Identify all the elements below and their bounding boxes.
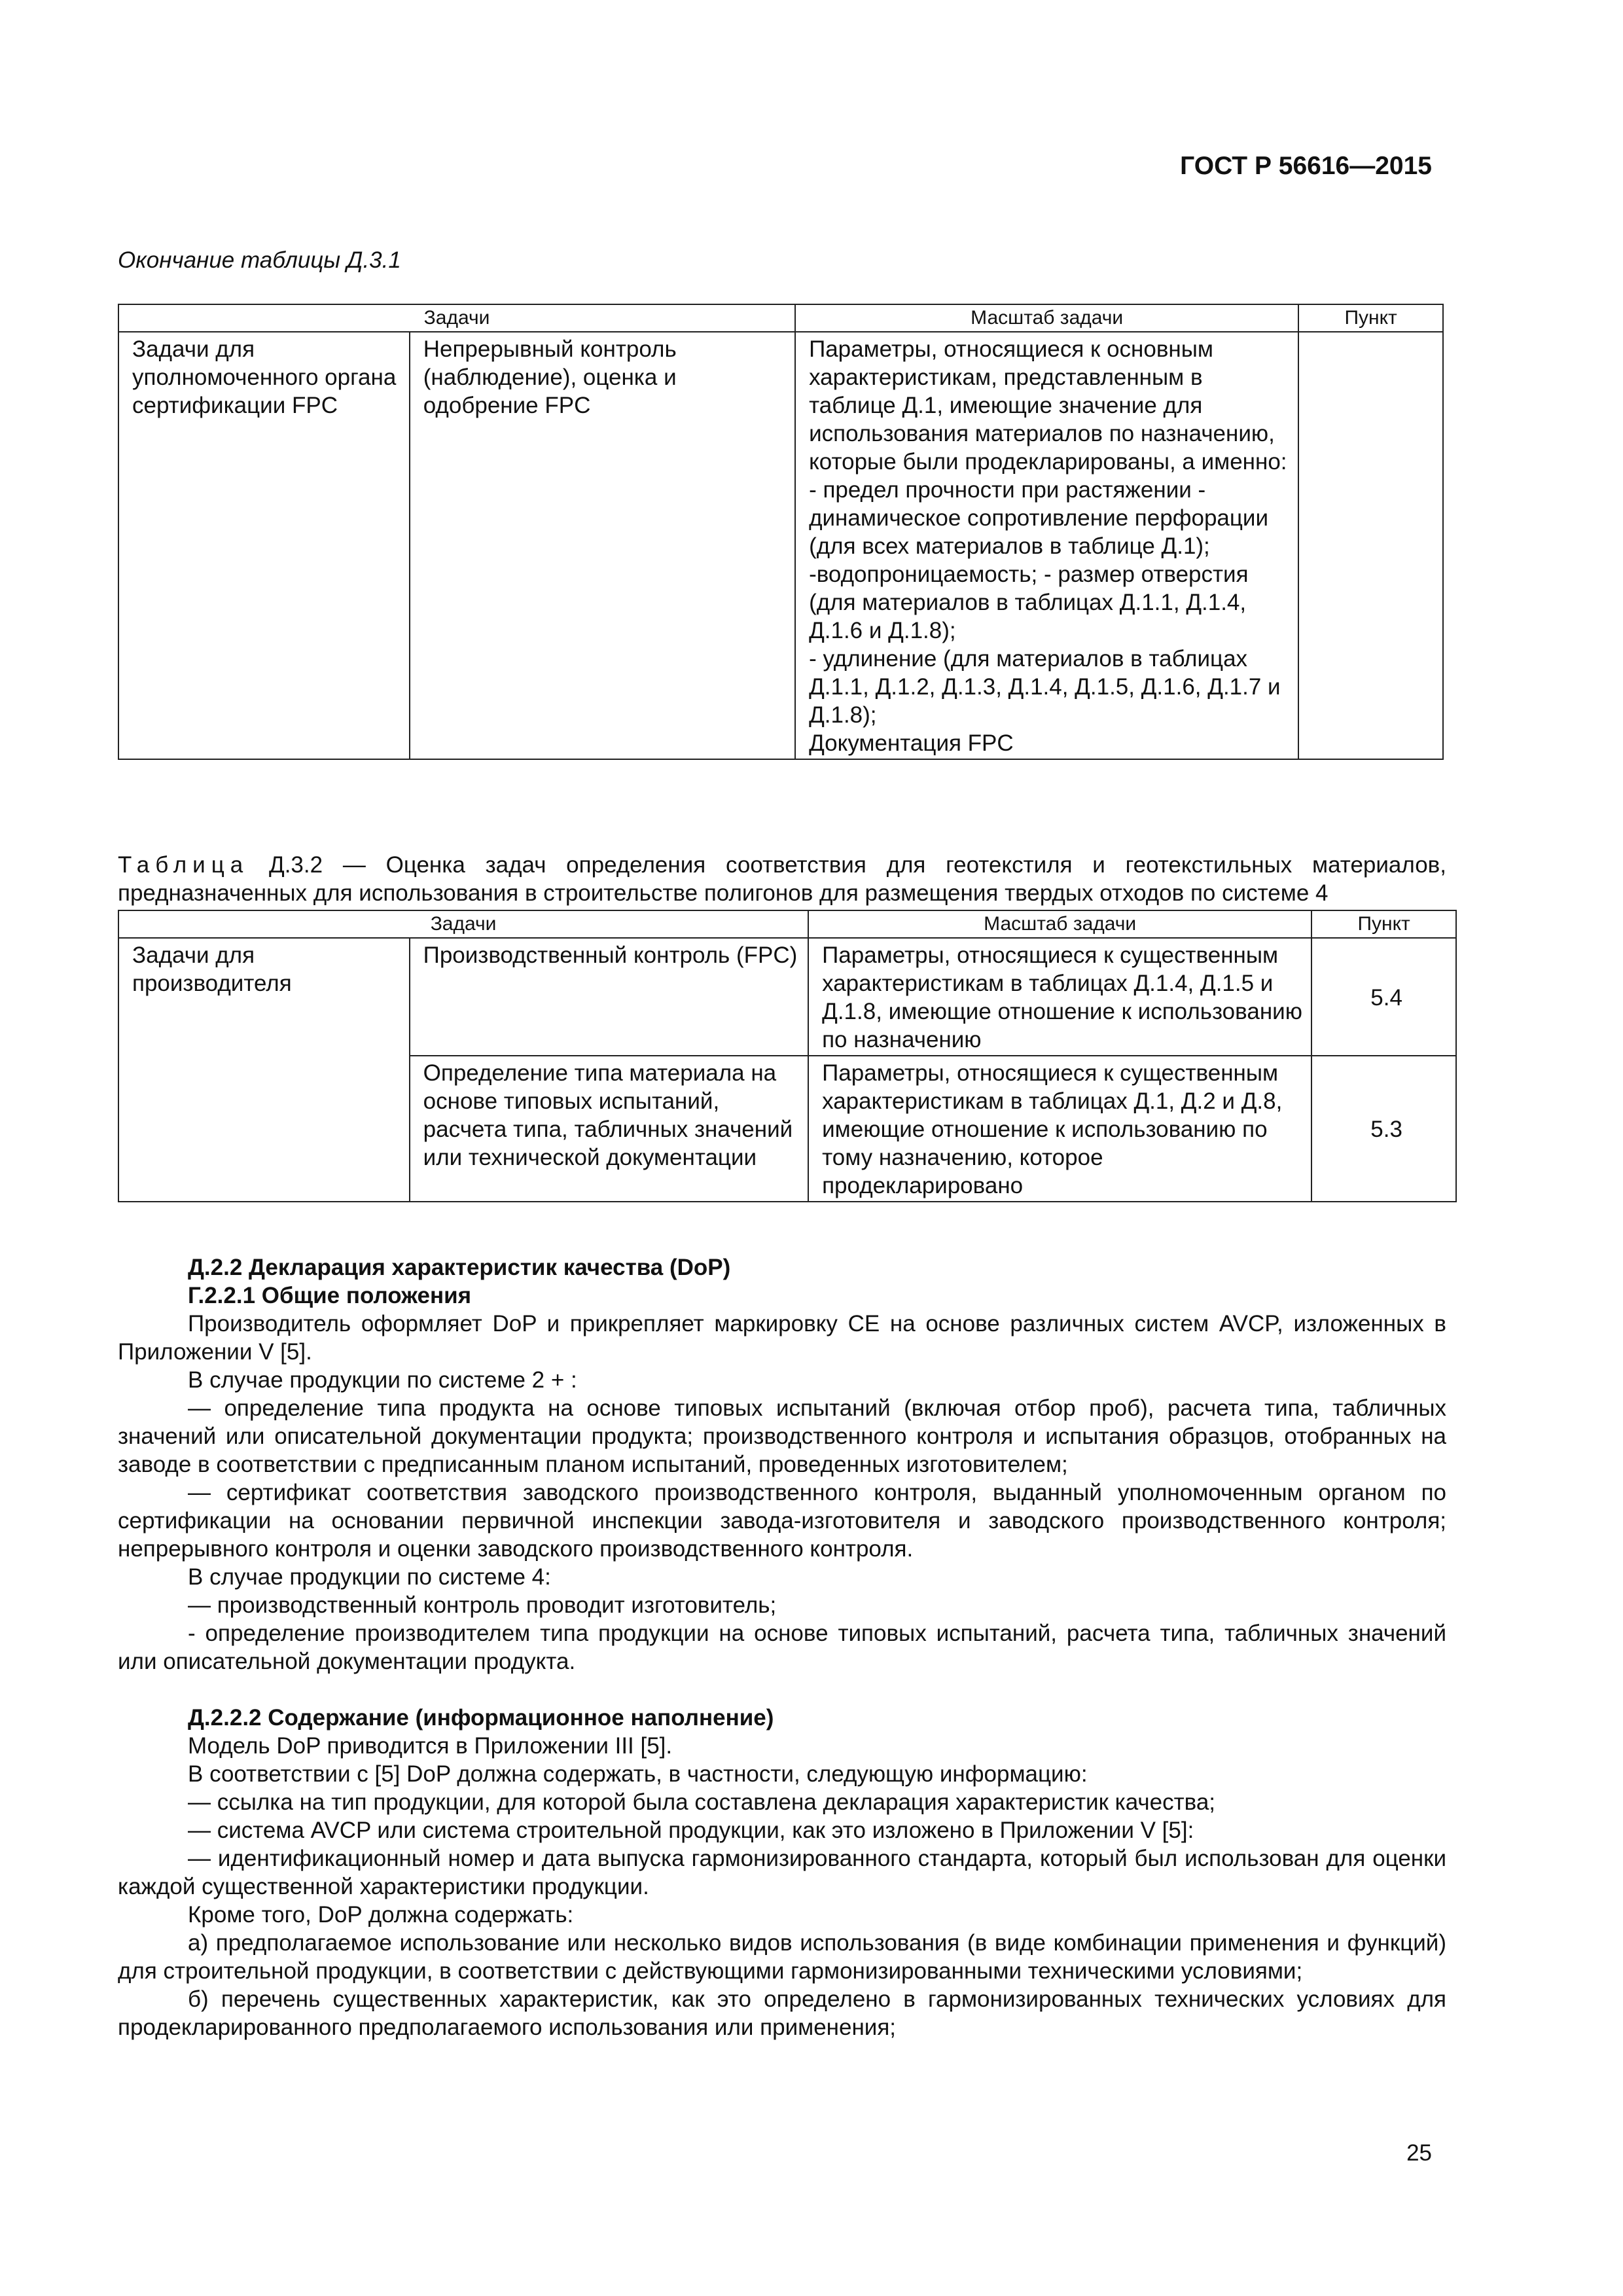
table1-header-tasks: Задачи bbox=[118, 304, 795, 332]
section-heading: Д.2.2 Декларация характеристик качества (DoP) bbox=[188, 1255, 731, 1280]
table1-header-scope: Масштаб задачи bbox=[795, 304, 1298, 332]
table2-cell-scope: Параметры, относящиеся к существенным характеристикам в таблицах Д.1.4, Д.1.5 и Д.1.8, имеющие отношение к использованию по назначению bbox=[808, 938, 1311, 1056]
table-row bbox=[118, 938, 1456, 1056]
table1-scope-line: - предел прочности при растяжении - динамическое сопротивление перфорации (для всех материалов в таблице Д.1); bbox=[809, 477, 1269, 559]
paragraph: В случае продукции по системе 2 + : bbox=[188, 1367, 577, 1393]
table2-cell-clause: 5.3 bbox=[1311, 1056, 1456, 1202]
page-number: 25 bbox=[1406, 2140, 1432, 2166]
paragraph: Кроме того, DoP должна содержать: bbox=[188, 1902, 574, 1928]
table1-header-clause: Пункт bbox=[1298, 304, 1443, 332]
table2-header-clause: Пункт bbox=[1311, 910, 1456, 938]
table-d32 bbox=[118, 910, 1457, 1202]
paragraph: — производственный контроль проводит изготовитель; bbox=[188, 1592, 777, 1618]
table2-header-scope: Масштаб задачи bbox=[808, 910, 1311, 938]
document-code: ГОСТ Р 56616—2015 bbox=[1180, 152, 1432, 180]
table1-scope-line: - удлинение (для материалов в таблицах Д.1.1, Д.1.2, Д.1.3, Д.1.4, Д.1.5, Д.1.6, Д.1.7 и Д.1.8); bbox=[809, 646, 1281, 728]
paragraph: - определение производителем типа продукции на основе типовых испытаний, расчета типа, табличных значений или описательной документации продукта. bbox=[118, 1621, 1446, 1674]
paragraph: Производитель оформляет DoP и прикрепляет маркировку CE на основе различных систем AVCP, изложенных в Приложении V [5]. bbox=[118, 1311, 1446, 1365]
subsection-heading: Д.2.2.2 Содержание (информационное наполнение) bbox=[188, 1705, 774, 1731]
table-d31-end bbox=[118, 304, 1444, 760]
table1-scope-line: -водопроницаемость; - размер отверстия (для материалов в таблицах Д.1.1, Д.1.4, Д.1.6 и Д.1.8); bbox=[809, 562, 1249, 643]
paragraph: В соответствии с [5] DoP должна содержать, в частности, следующую информацию: bbox=[188, 1761, 1088, 1787]
paragraph: — ссылка на тип продукции, для которой была составлена декларация характеристик качества; bbox=[188, 1789, 1216, 1815]
table2-caption-text: Д.3.2 — Оценка задач определения соответствия для геотекстиля и геотекстильных материалов, предназначенных для использования в строительстве полигонов для размещения твердых отходов по системе 4 bbox=[118, 852, 1446, 906]
paragraph: Модель DoP приводится в Приложении III [5]. bbox=[188, 1733, 673, 1759]
paragraph: б) перечень существенных характеристик, как это определено в гармонизированных технических условиях для продекларированного предполагаемого использования или применения; bbox=[118, 1986, 1446, 2040]
table-row bbox=[118, 332, 1443, 759]
table2-cell-task: Производственный контроль (FPC) bbox=[410, 938, 808, 1056]
table2-cell-group: Задачи для производителя bbox=[118, 938, 410, 1202]
table1-cell-clause bbox=[1298, 332, 1443, 759]
table1-scope-line: Документация FPC bbox=[809, 730, 1014, 756]
paragraph: В случае продукции по системе 4: bbox=[188, 1564, 551, 1590]
table1-cell-group: Задачи для уполномоченного органа сертификации FPC bbox=[118, 332, 410, 759]
table1-cell-task: Непрерывный контроль (наблюдение), оценка и одобрение FPC bbox=[410, 332, 795, 759]
paragraph: — сертификат соответствия заводского производственного контроля, выданный уполномоченным органом по сертификации на основании первичной инспекции завода-изготовителя и заводского производственного контроля; непрерывного контроля и оценки заводского производственного контроля. bbox=[118, 1480, 1446, 1562]
table2-cell-task: Определение типа материала на основе типовых испытаний, расчета типа, табличных значений или технической документации bbox=[410, 1056, 808, 1202]
spacer bbox=[118, 1676, 1446, 1704]
table2-caption bbox=[118, 851, 1446, 907]
table1-caption: Окончание таблицы Д.3.1 bbox=[118, 247, 401, 273]
table2-header-row bbox=[118, 910, 1456, 938]
table1-cell-scope bbox=[795, 332, 1298, 759]
body-text bbox=[118, 1253, 1446, 2041]
paragraph: — определение типа продукта на основе типовых испытаний (включая отбор проб), расчета типа, табличных значений или описательной документации продукта; производственного контроля и испытания образцов, отобранных на заводе в соответствии с предписанным планом испытаний, проведенных изготовителем; bbox=[118, 1395, 1446, 1477]
table2-header-tasks: Задачи bbox=[118, 910, 808, 938]
table2-cell-clause: 5.4 bbox=[1311, 938, 1456, 1056]
table2-caption-label: Таблица bbox=[118, 852, 249, 878]
paragraph: — система AVCP или система строительной продукции, как это изложено в Приложении V [5]: bbox=[188, 1818, 1194, 1843]
paragraph: — идентификационный номер и дата выпуска гармонизированного стандарта, который был использован для оценки каждой существенной характеристики продукции. bbox=[118, 1846, 1446, 1899]
table2-cell-scope: Параметры, относящиеся к существенным характеристикам в таблицах Д.1, Д.2 и Д.8, имеющие отношение к использованию по тому назначению, которое продекларировано bbox=[808, 1056, 1311, 1202]
subsection-heading: Г.2.2.1 Общие положения bbox=[188, 1283, 472, 1308]
table1-header-row bbox=[118, 304, 1443, 332]
paragraph: а) предполагаемое использование или несколько видов использования (в виде комбинации применения и функций) для строительной продукции, в соответствии с действующими гармонизированными техническими условиями; bbox=[118, 1930, 1446, 1984]
table1-scope-intro: Параметры, относящиеся к основным характеристикам, представленным в таблице Д.1, имеющие значение для использования материалов по назначению, которые были продекларированы, а именно: bbox=[809, 336, 1287, 475]
